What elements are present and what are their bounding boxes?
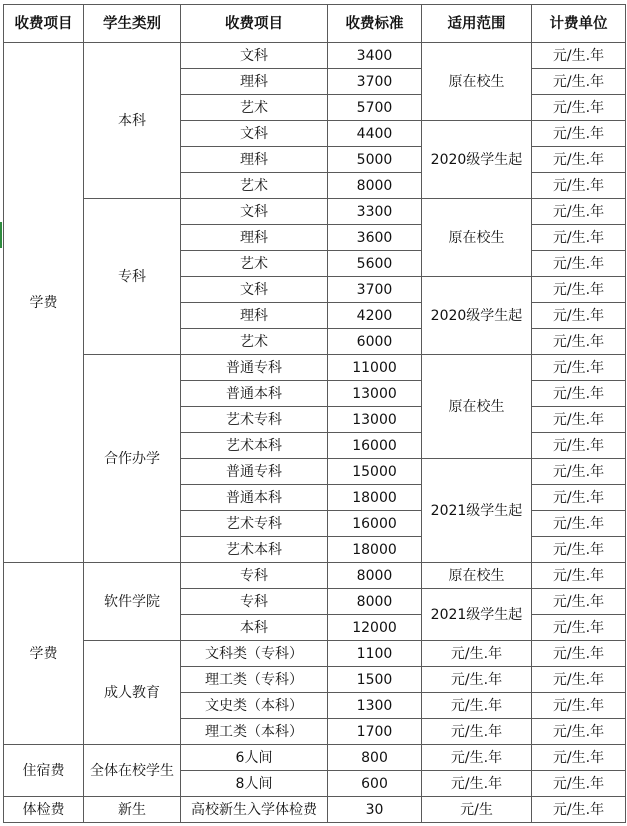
group-tuition-2: 学费 bbox=[4, 563, 84, 745]
group-tuition: 学费 bbox=[4, 43, 84, 563]
fee-item-cell: 理科 bbox=[181, 69, 328, 95]
fee-item-cell: 普通本科 bbox=[181, 485, 328, 511]
fee-amount-cell: 1300 bbox=[328, 693, 422, 719]
fee-item-cell: 艺术 bbox=[181, 95, 328, 121]
scope-cell: 元/生.年 bbox=[422, 667, 532, 693]
scope-cell: 2020级学生起 bbox=[422, 121, 532, 199]
unit-cell: 元/生.年 bbox=[532, 43, 626, 69]
table-row bbox=[4, 745, 626, 771]
unit-cell: 元/生.年 bbox=[532, 563, 626, 589]
unit-cell: 元/生.年 bbox=[532, 693, 626, 719]
header-row bbox=[4, 5, 626, 43]
unit-cell: 元/生.年 bbox=[532, 459, 626, 485]
scope-cell: 元/生 bbox=[422, 797, 532, 823]
header-fee-category: 收费项目 bbox=[4, 5, 84, 43]
unit-cell: 元/生.年 bbox=[532, 147, 626, 173]
fee-amount-cell: 12000 bbox=[328, 615, 422, 641]
unit-cell: 元/生.年 bbox=[532, 355, 626, 381]
fee-item-cell: 艺术专科 bbox=[181, 511, 328, 537]
fee-amount-cell: 3300 bbox=[328, 199, 422, 225]
scope-cell: 原在校生 bbox=[422, 199, 532, 277]
fee-item-cell: 6人间 bbox=[181, 745, 328, 771]
category-freshman: 新生 bbox=[84, 797, 181, 823]
fee-item-cell: 8人间 bbox=[181, 771, 328, 797]
fee-amount-cell: 5700 bbox=[328, 95, 422, 121]
unit-cell: 元/生.年 bbox=[532, 225, 626, 251]
fee-amount-cell: 15000 bbox=[328, 459, 422, 485]
table-row bbox=[4, 563, 626, 589]
header-fee-standard: 收费标准 bbox=[328, 5, 422, 43]
category-all: 全体在校学生 bbox=[84, 745, 181, 797]
scope-cell: 2021级学生起 bbox=[422, 459, 532, 563]
fee-item-cell: 文科 bbox=[181, 121, 328, 147]
unit-cell: 元/生.年 bbox=[532, 433, 626, 459]
fee-amount-cell: 5000 bbox=[328, 147, 422, 173]
fee-item-cell: 普通专科 bbox=[181, 459, 328, 485]
header-scope: 适用范围 bbox=[422, 5, 532, 43]
table-row bbox=[4, 43, 626, 69]
unit-cell: 元/生.年 bbox=[532, 537, 626, 563]
unit-cell: 元/生.年 bbox=[532, 745, 626, 771]
fee-item-cell: 文科 bbox=[181, 199, 328, 225]
unit-cell: 元/生.年 bbox=[532, 121, 626, 147]
fee-item-cell: 普通本科 bbox=[181, 381, 328, 407]
table-row bbox=[4, 199, 626, 225]
fee-amount-cell: 11000 bbox=[328, 355, 422, 381]
unit-cell: 元/生.年 bbox=[532, 277, 626, 303]
fee-amount-cell: 16000 bbox=[328, 511, 422, 537]
unit-cell: 元/生.年 bbox=[532, 381, 626, 407]
fee-amount-cell: 1500 bbox=[328, 667, 422, 693]
fee-item-cell: 艺术 bbox=[181, 329, 328, 355]
fee-amount-cell: 13000 bbox=[328, 381, 422, 407]
unit-cell: 元/生.年 bbox=[532, 407, 626, 433]
scope-cell: 元/生.年 bbox=[422, 771, 532, 797]
scope-cell: 元/生.年 bbox=[422, 719, 532, 745]
fee-item-cell: 艺术 bbox=[181, 251, 328, 277]
fee-table bbox=[3, 4, 626, 823]
header-billing-unit: 计费单位 bbox=[532, 5, 626, 43]
unit-cell: 元/生.年 bbox=[532, 251, 626, 277]
unit-cell: 元/生.年 bbox=[532, 199, 626, 225]
fee-item-cell: 艺术专科 bbox=[181, 407, 328, 433]
fee-amount-cell: 16000 bbox=[328, 433, 422, 459]
fee-item-cell: 本科 bbox=[181, 615, 328, 641]
fee-amount-cell: 13000 bbox=[328, 407, 422, 433]
fee-item-cell: 艺术本科 bbox=[181, 433, 328, 459]
fee-amount-cell: 600 bbox=[328, 771, 422, 797]
header-fee-item: 收费项目 bbox=[181, 5, 328, 43]
fee-item-cell: 艺术 bbox=[181, 173, 328, 199]
scope-cell: 2020级学生起 bbox=[422, 277, 532, 355]
fee-amount-cell: 1100 bbox=[328, 641, 422, 667]
table-row bbox=[4, 641, 626, 667]
fee-item-cell: 文科 bbox=[181, 277, 328, 303]
unit-cell: 元/生.年 bbox=[532, 615, 626, 641]
table-row bbox=[4, 355, 626, 381]
fee-amount-cell: 3700 bbox=[328, 69, 422, 95]
fee-item-cell: 文科 bbox=[181, 43, 328, 69]
scope-cell: 2021级学生起 bbox=[422, 589, 532, 641]
unit-cell: 元/生.年 bbox=[532, 667, 626, 693]
scope-cell: 元/生.年 bbox=[422, 693, 532, 719]
unit-cell: 元/生.年 bbox=[532, 69, 626, 95]
fee-item-cell: 专科 bbox=[181, 589, 328, 615]
fee-amount-cell: 8000 bbox=[328, 563, 422, 589]
category-software: 软件学院 bbox=[84, 563, 181, 641]
fee-amount-cell: 1700 bbox=[328, 719, 422, 745]
group-dorm: 住宿费 bbox=[4, 745, 84, 797]
fee-amount-cell: 3400 bbox=[328, 43, 422, 69]
unit-cell: 元/生.年 bbox=[532, 485, 626, 511]
fee-amount-cell: 4400 bbox=[328, 121, 422, 147]
scope-cell: 原在校生 bbox=[422, 355, 532, 459]
fee-amount-cell: 5600 bbox=[328, 251, 422, 277]
fee-amount-cell: 18000 bbox=[328, 537, 422, 563]
unit-cell: 元/生.年 bbox=[532, 589, 626, 615]
fee-item-cell: 理科 bbox=[181, 225, 328, 251]
fee-item-cell: 普通专科 bbox=[181, 355, 328, 381]
fee-amount-cell: 8000 bbox=[328, 589, 422, 615]
unit-cell: 元/生.年 bbox=[532, 303, 626, 329]
header-student-type: 学生类别 bbox=[84, 5, 181, 43]
fee-item-cell: 艺术本科 bbox=[181, 537, 328, 563]
fee-amount-cell: 8000 bbox=[328, 173, 422, 199]
category-adult: 成人教育 bbox=[84, 641, 181, 745]
category-undergrad: 本科 bbox=[84, 43, 181, 199]
fee-amount-cell: 800 bbox=[328, 745, 422, 771]
scope-cell: 原在校生 bbox=[422, 563, 532, 589]
fee-item-cell: 高校新生入学体检费 bbox=[181, 797, 328, 823]
unit-cell: 元/生.年 bbox=[532, 719, 626, 745]
unit-cell: 元/生.年 bbox=[532, 771, 626, 797]
unit-cell: 元/生.年 bbox=[532, 797, 626, 823]
scope-cell: 原在校生 bbox=[422, 43, 532, 121]
unit-cell: 元/生.年 bbox=[532, 641, 626, 667]
fee-item-cell: 理工类（专科） bbox=[181, 667, 328, 693]
fee-item-cell: 理科 bbox=[181, 303, 328, 329]
scope-cell: 元/生.年 bbox=[422, 745, 532, 771]
fee-amount-cell: 3700 bbox=[328, 277, 422, 303]
scope-cell: 元/生.年 bbox=[422, 641, 532, 667]
fee-item-cell: 文史类（本科） bbox=[181, 693, 328, 719]
row-selection-marker bbox=[0, 222, 2, 248]
fee-amount-cell: 6000 bbox=[328, 329, 422, 355]
fee-amount-cell: 18000 bbox=[328, 485, 422, 511]
table-row bbox=[4, 797, 626, 823]
fee-amount-cell: 4200 bbox=[328, 303, 422, 329]
fee-item-cell: 理科 bbox=[181, 147, 328, 173]
unit-cell: 元/生.年 bbox=[532, 329, 626, 355]
category-junior: 专科 bbox=[84, 199, 181, 355]
unit-cell: 元/生.年 bbox=[532, 95, 626, 121]
fee-amount-cell: 30 bbox=[328, 797, 422, 823]
fee-item-cell: 理工类（本科） bbox=[181, 719, 328, 745]
unit-cell: 元/生.年 bbox=[532, 173, 626, 199]
fee-amount-cell: 3600 bbox=[328, 225, 422, 251]
fee-item-cell: 文科类（专科） bbox=[181, 641, 328, 667]
category-coop: 合作办学 bbox=[84, 355, 181, 563]
group-exam: 体检费 bbox=[4, 797, 84, 823]
unit-cell: 元/生.年 bbox=[532, 511, 626, 537]
fee-item-cell: 专科 bbox=[181, 563, 328, 589]
